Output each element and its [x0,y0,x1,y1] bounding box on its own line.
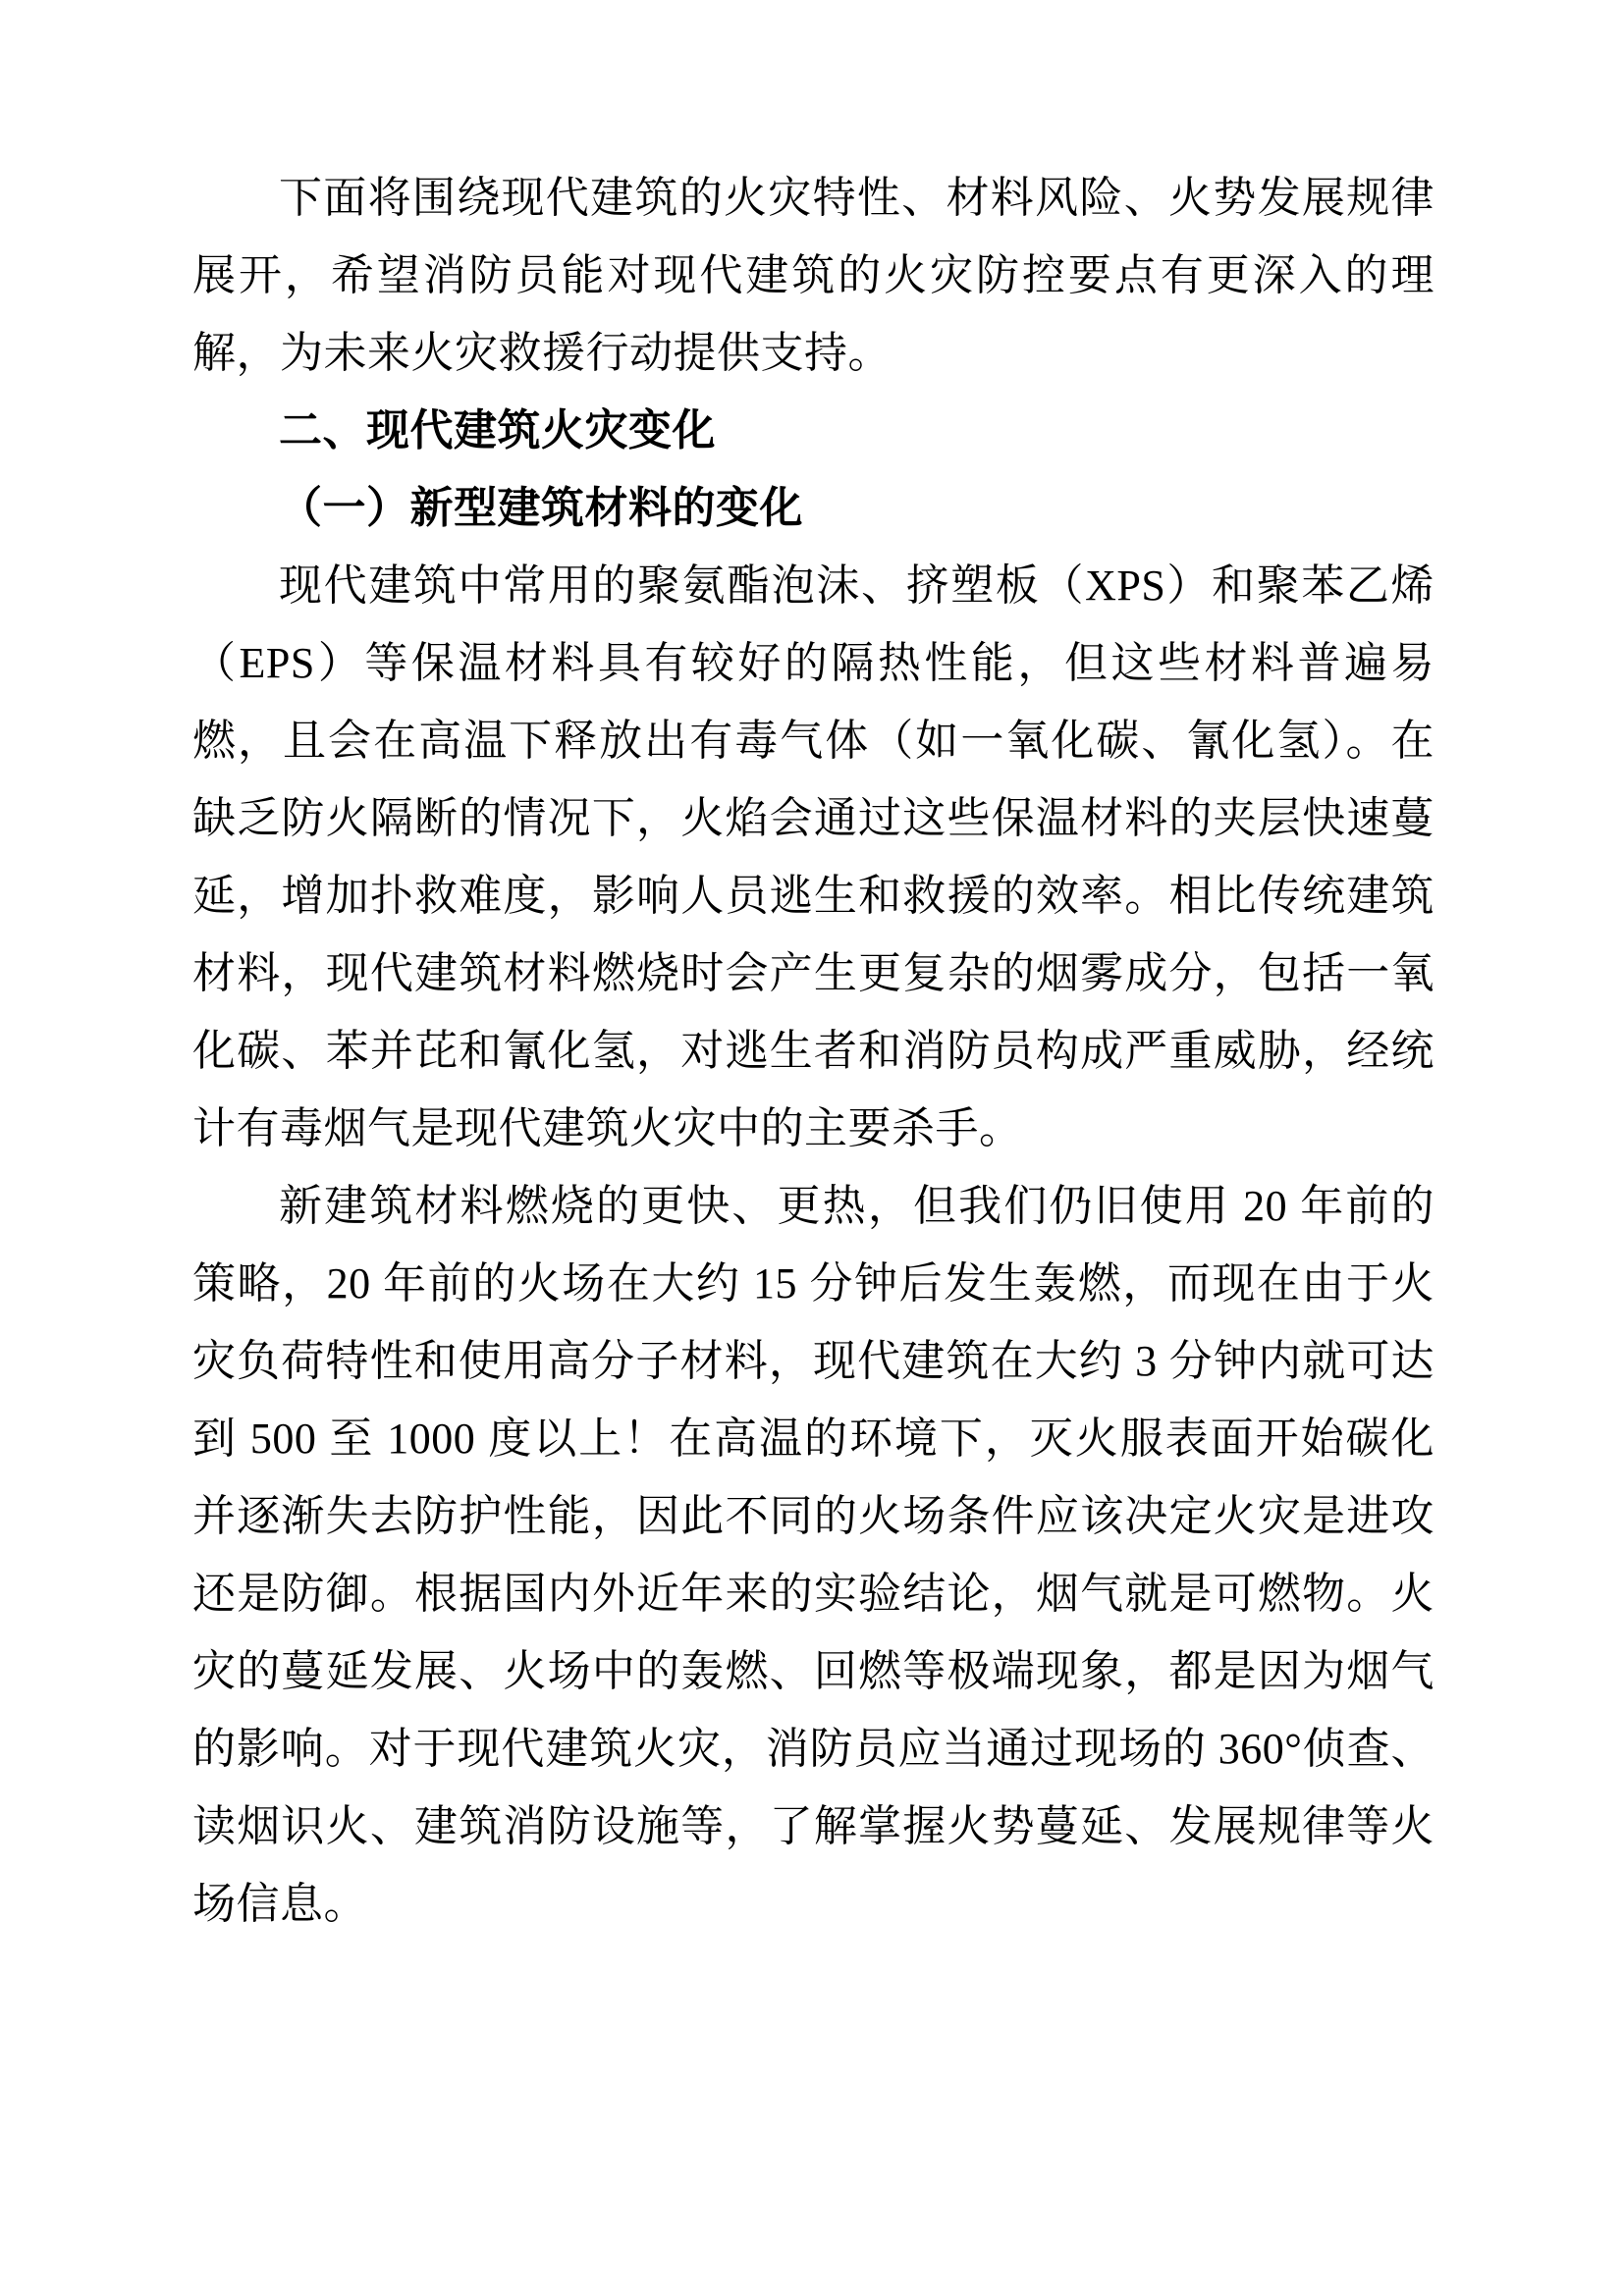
subsection-heading: （一）新型建筑材料的变化 [279,484,803,532]
body-paragraph-fire-development: 新建筑材料燃烧的更快、更热，但我们仍旧使用 20 年前的策略，20 年前的火场在大约 15 分钟后发生轰燃，而现在由于火灾负荷特性和使用高分子材料，现代建筑在大约 3 分钟内就可达到 500 至 1000 度以上！在高温的环境下，灭火服表面开始碳化并逐渐失去防护性能，因此不同的火场条件应该决定火灾是进攻还是防御。根据国内外近年来的实验结论，烟气就是可燃物。火灾的蔓延发展、火场中的轰燃、回燃等极端现象，都是因为烟气的影响。对于现代建筑火灾，消防员应当通过现场的 360°侦查、读烟识火、建筑消防设施等，了解掌握火势蔓延、发展规律等火场信息。 [192,1182,1434,1928]
section-heading: 二、现代建筑火灾变化 [279,406,716,454]
intro-paragraph: 下面将围绕现代建筑的火灾特性、材料风险、火势发展规律展开，希望消防员能对现代建筑的火灾防控要点有更深入的理解，为未来火灾救援行动提供支持。 [192,174,1434,377]
body-paragraph-materials: 现代建筑中常用的聚氨酯泡沫、挤塑板（XPS）和聚苯乙烯（EPS）等保温材料具有较好的隔热性能，但这些材料普遍易燃，且会在高温下释放出有毒气体（如一氧化碳、氰化氢）。在缺乏防火隔断的情况下，火焰会通过这些保温材料的夹层快速蔓延，增加扑救难度，影响人员逃生和救援的效率。相比传统建筑材料，现代建筑材料燃烧时会产生更复杂的烟雾成分，包括一氧化碳、苯并芘和氰化氢，对逃生者和消防员构成严重威胁，经统计有毒烟气是现代建筑火灾中的主要杀手。 [192,561,1434,1152]
